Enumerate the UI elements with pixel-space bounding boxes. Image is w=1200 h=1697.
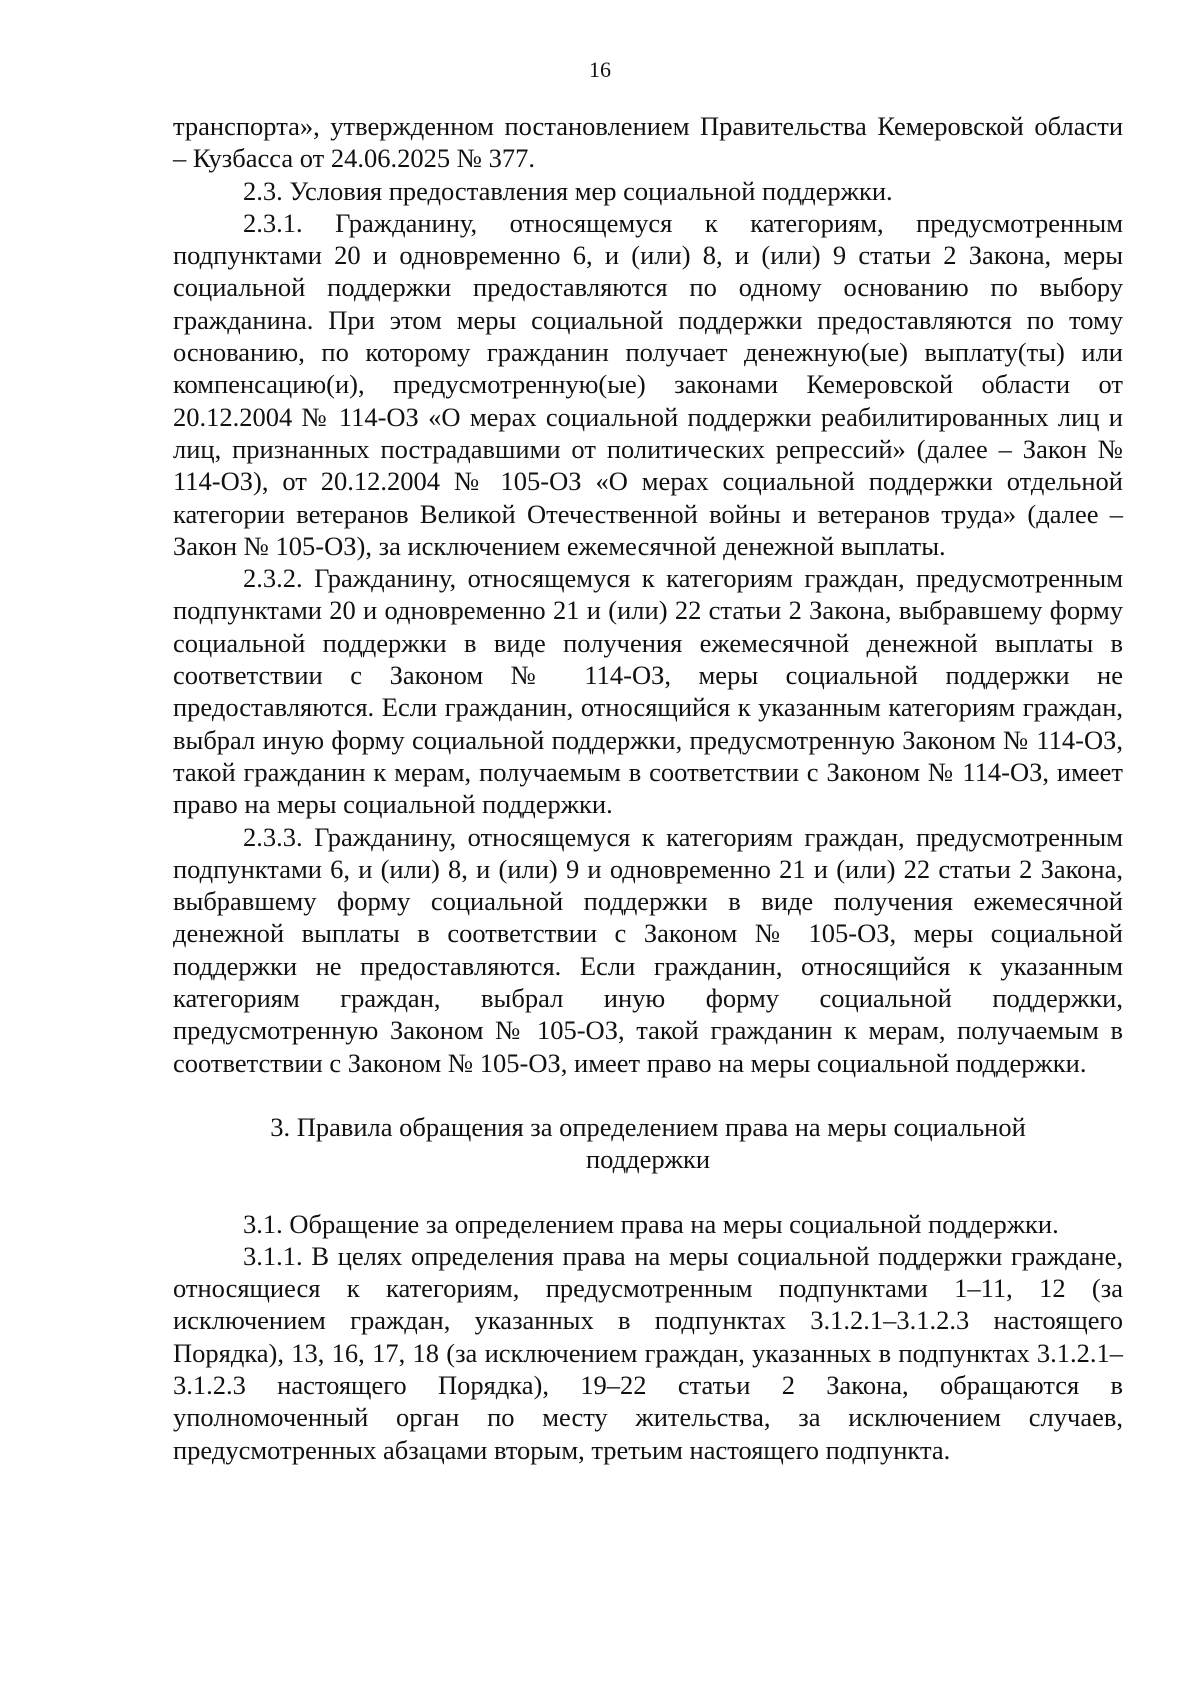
paragraph-continuation: транспорта», утвержденном постановлением Правительства Кемеровской области – Кузбасса от 24.06.2025 № 377.: [173, 111, 1123, 174]
document-body: [173, 110, 1123, 1466]
paragraph-2-3: 2.3. Условия предоставления мер социальной поддержки.: [243, 175, 893, 206]
paragraph-2-3-3: 2.3.3. Гражданину, относящемуся к категориям граждан, предусмотренным подпунктами 6, и (или) 8, и (или) 9 и одновременно 21 и (или) 22 статьи 2 Закона, выбравшему форму социальной поддержки в виде получения ежемесячной денежной выплаты в соответствии с Законом № 105-ОЗ, меры социальной поддержки не предоставляются. Если гражданин, относящийся к указанным категориям граждан, выбрал иную форму социальной поддержки, предусмотренную Законом № 105-ОЗ, такой гражданин к мерам, получаемым в соответствии с Законом № 105-ОЗ, имеет право на меры социальной поддержки.: [173, 821, 1123, 1078]
section-heading: 3. Правила обращения за определением права на меры социальной поддержки: [270, 1111, 1026, 1175]
paragraph-2-3-1: 2.3.1. Гражданину, относящемуся к категориям, предусмотренным подпунктами 20 и одновременно 6, и (или) 8, и (или) 9 статьи 2 Закона, меры социальной поддержки предоставляются по одному основанию по выбору гражданина. При этом меры социальной поддержки предоставляются по тому основанию, по которому гражданин получает денежную(ые) выплату(ты) или компенсацию(и), предусмотренную(ые) законами Кемеровской области от 20.12.2004 № 114-ОЗ «О мерах социальной поддержки реабилитированных лиц и лиц, признанных пострадавшими от политических репрессий» (далее – Закон № 114-ОЗ), от 20.12.2004 № 105-ОЗ «О мерах социальной поддержки отдельной категории ветеранов Великой Отечественной войны и ветеранов труда» (далее – Закон № 105-ОЗ), за исключением ежемесячной денежной выплаты.: [173, 207, 1123, 561]
paragraph-3-1: 3.1. Обращение за определением права на меры социальной поддержки.: [243, 1208, 1059, 1239]
page-number: 16: [589, 57, 611, 82]
section-gap: [173, 1079, 1123, 1111]
paragraph-2-3-2: 2.3.2. Гражданину, относящемуся к категориям граждан, предусмотренным подпунктами 20 и одновременно 21 и (или) 22 статьи 2 Закона, выбравшему форму социальной поддержки в виде получения ежемесячной денежной выплаты в соответствии с Законом № 114-ОЗ, меры социальной поддержки не предоставляются. Если гражданин, относящийся к указанным категориям граждан, выбрал иную форму социальной поддержки, предусмотренную Законом № 114-ОЗ, такой гражданин к мерам, получаемым в соответствии с Законом № 114-ОЗ, имеет право на меры социальной поддержки.: [173, 563, 1123, 820]
section-gap: [173, 1176, 1123, 1208]
paragraph-3-1-1: 3.1.1. В целях определения права на меры социальной поддержки граждане, относящиеся к категориям, предусмотренным подпунктами 1–11, 12 (за исключением граждан, указанных в подпунктах 3.1.2.1–3.1.2.3 настоящего Порядка), 13, 16, 17, 18 (за исключением граждан, указанных в подпунктах 3.1.2.1–3.1.2.3 настоящего Порядка), 19–22 статьи 2 Закона, обращаются в уполномоченный орган по месту жительства, за исключением случаев, предусмотренных абзацами вторым, третьим настоящего подпункта.: [173, 1240, 1123, 1465]
